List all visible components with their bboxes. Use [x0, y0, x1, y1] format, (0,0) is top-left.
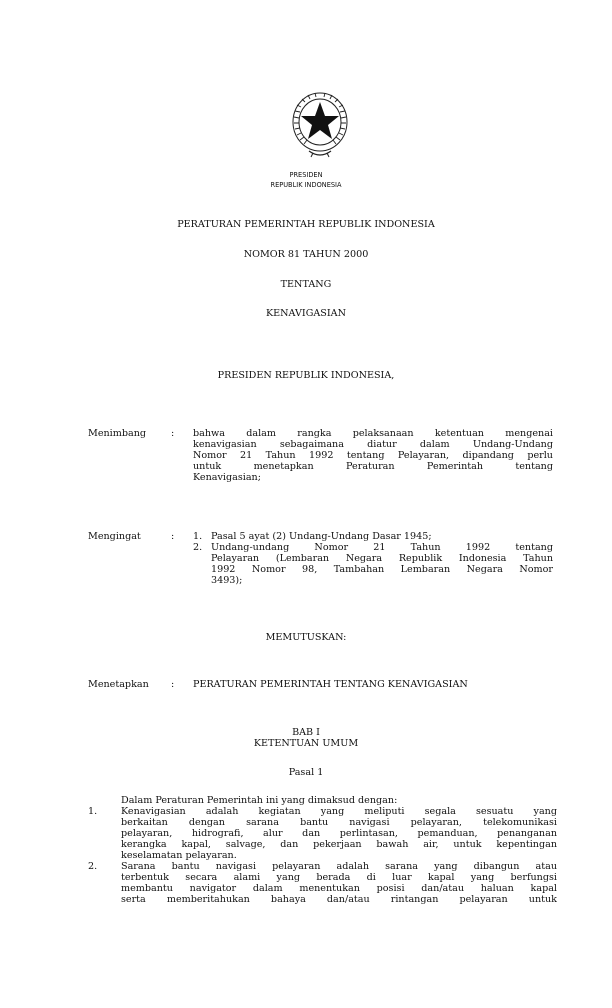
menimbang-label: Menimbang — [88, 428, 147, 439]
menetapkan-text: PERATURAN PEMERINTAH TENTANG KENAVIGASIAN — [193, 679, 468, 690]
definitions-intro: Dalam Peraturan Pemerintah ini yang dimaksud dengan: — [121, 795, 398, 806]
menimbang-line: Nomor 21 Tahun 1992 tentang Pelayaran, dipandang perlu — [193, 450, 553, 461]
menimbang-line: bahwa dalam rangka pelaksanaan ketentuan mengenai — [193, 428, 553, 439]
mengingat-item-line: 3493); — [211, 575, 243, 586]
menimbang-line: Kenavigasian; — [193, 472, 261, 483]
memutuskan-heading: MEMUTUSKAN: — [265, 632, 347, 643]
doc-title-subject: KENAVIGASIAN — [265, 308, 346, 319]
pasal-heading: Pasal 1 — [288, 767, 324, 778]
menimbang-line: kenavigasian sebagaimana diatur dalam Undang-Undang — [193, 439, 553, 450]
president-heading: PRESIDEN REPUBLIK INDONESIA, — [217, 370, 395, 381]
mengingat-item-number: 2. — [193, 542, 203, 553]
mengingat-item-line: Pelayaran (Lembaran Negara Republik Indonesia Tahun — [211, 553, 553, 564]
doc-title-tentang: TENTANG — [280, 279, 332, 290]
definition-number: 2. — [88, 861, 98, 872]
menetapkan-colon: : — [171, 679, 175, 690]
menimbang-line: untuk menetapkan Peraturan Pemerintah tentang — [193, 461, 553, 472]
definition-line: pelayaran, hidrografi, alur dan perlintasan, pemanduan, penanganan — [121, 828, 557, 839]
mengingat-colon: : — [171, 531, 175, 542]
definition-line: Sarana bantu navigasi pelayaran adalah sarana yang dibangun atau — [121, 861, 557, 872]
definition-line: Kenavigasian adalah kegiatan yang meliputi segala sesuatu yang — [121, 806, 557, 817]
definition-line: membantu navigator dalam menentukan posisi dan/atau haluan kapal — [121, 883, 557, 894]
mengingat-item-number: 1. — [193, 531, 203, 542]
definition-line: keselamatan pelayaran. — [121, 850, 237, 861]
mengingat-item-line: 1992 Nomor 98, Tambahan Lembaran Negara Nomor — [211, 564, 553, 575]
definition-line: berkaitan dengan sarana bantu navigasi pelayaran, telekomunikasi — [121, 817, 557, 828]
mengingat-label: Mengingat — [88, 531, 141, 542]
mengingat-item-text: Pasal 5 ayat (2) Undang-Undang Dasar 1945; — [211, 531, 432, 542]
header-line-presiden: PRESIDEN — [289, 171, 323, 179]
definition-line: serta memberitahukan bahaya dan/atau rintangan pelayaran untuk — [121, 894, 557, 905]
doc-title-peraturan: PERATURAN PEMERINTAH REPUBLIK INDONESIA — [177, 219, 435, 230]
menimbang-colon: : — [171, 428, 175, 439]
definition-number: 1. — [88, 806, 98, 817]
header-line-republik: REPUBLIK INDONESIA — [270, 181, 342, 189]
definition-line: terbentuk secara alami yang berada di luar kapal yang berfungsi — [121, 872, 557, 883]
definition-line: kerangka kapal, salvage, dan pekerjaan bawah air, untuk kepentingan — [121, 839, 557, 850]
bab-title: KETENTUAN UMUM — [253, 738, 359, 749]
mengingat-item-line: Undang-undang Nomor 21 Tahun 1992 tentang — [211, 542, 553, 553]
menetapkan-label: Menetapkan — [88, 679, 149, 690]
garuda-star-emblem-icon — [283, 85, 357, 163]
doc-title-nomor: NOMOR 81 TAHUN 2000 — [243, 249, 369, 260]
bab-number: BAB I — [292, 727, 320, 738]
